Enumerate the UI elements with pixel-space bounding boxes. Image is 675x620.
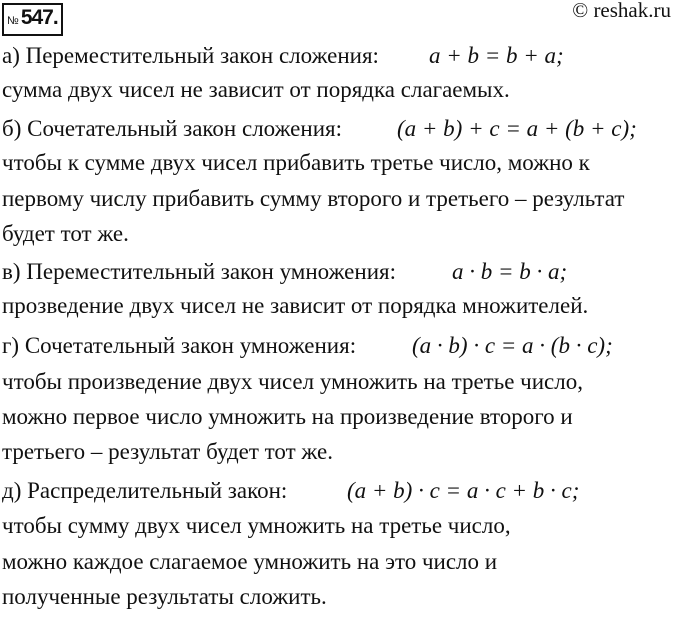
law-c-text: прозведение двух чисел не зависит от порядка множителей. xyxy=(2,293,589,318)
law-c-label: в) Переместительный закон умножения: xyxy=(2,259,396,284)
problem-number xyxy=(2,3,63,36)
law-b-label: б) Сочетательный закон сложения: xyxy=(2,116,342,141)
law-d-label: г) Сочетательный закон умножения: xyxy=(2,333,357,358)
law-b-text: чтобы к сумме двух чисел прибавить третье число, можно к xyxy=(2,150,590,175)
law-e-text: чтобы сумму двух чисел умножить на третье число, xyxy=(2,513,511,538)
law-d-text: третьего – результат будет тот же. xyxy=(2,439,333,464)
law-a-text: сумма двух чисел не зависит от порядка слагаемых. xyxy=(2,77,510,102)
law-b-text: будет тот же. xyxy=(2,221,129,246)
law-b-text: первому числу прибавить сумму второго и третьего – результат xyxy=(2,186,625,211)
copyright: © reshak.ru xyxy=(572,0,671,22)
law-e-formula: (a + b) · c = a · c + b · c; xyxy=(347,478,580,503)
number-value: 547. xyxy=(20,6,58,29)
law-a-formula: a + b = b + a; xyxy=(429,43,564,68)
law-e-text: полученные результаты сложить. xyxy=(2,584,327,609)
law-b-formula: (a + b) + c = a + (b + c); xyxy=(397,116,637,141)
law-d-text: чтобы произведение двух чисел умножить на третье число, xyxy=(2,369,583,394)
law-e-label: д) Распределительный закон: xyxy=(2,478,288,503)
law-c-formula: a · b = b · a; xyxy=(452,259,568,284)
number-sign: № xyxy=(7,15,18,27)
law-e-text: можно каждое слагаемое умножить на это число и xyxy=(2,549,498,574)
law-d-formula: (a · b) · c = a · (b · c); xyxy=(412,333,613,358)
law-d-text: можно первое число умножить на произведение второго и xyxy=(2,404,573,429)
law-a-label: а) Переместительный закон сложения: xyxy=(2,43,379,68)
